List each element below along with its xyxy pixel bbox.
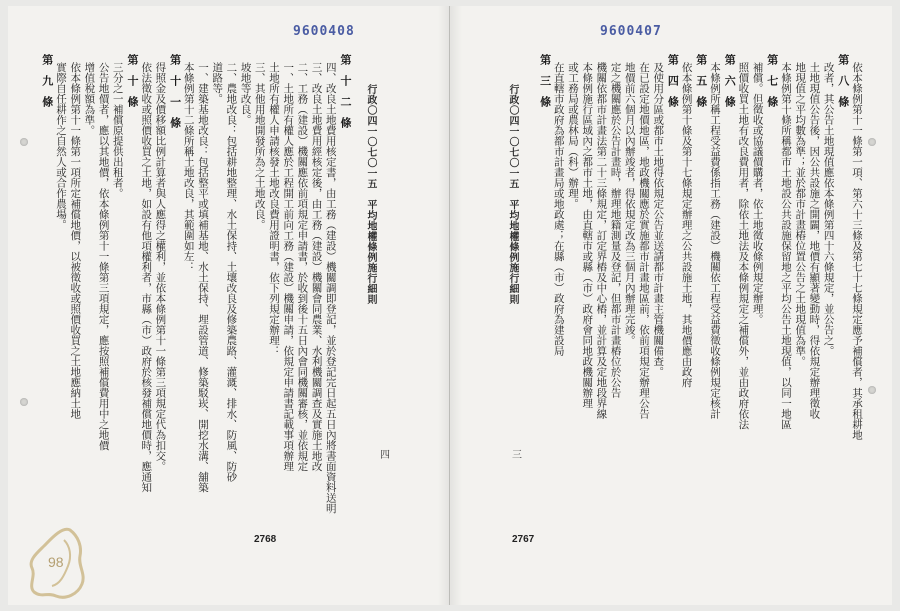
text-column: 在直轄市政府為都市計畫局或地政處；在縣（市）政府為建設局 (552, 62, 565, 356)
text-column: 地價前六個月以內辦竣者，得依規定改為三個月內辦理完竣。 (623, 62, 636, 346)
left-page (8, 6, 450, 605)
stamp-label: 98 (48, 554, 64, 570)
left-sheet-number: 2768 (254, 534, 277, 545)
text-column: 在已設定地價地區，地政機關應於實施都市計畫地區前，依前項規定辦理公告 (638, 62, 650, 419)
right-page (450, 6, 892, 605)
right-sheet-number: 2767 (512, 534, 535, 545)
text-column: 三分之一補償原提供出租者。 (111, 62, 124, 199)
article-heading: 第十條 (126, 54, 139, 117)
article-heading: 第十二條 (339, 54, 352, 138)
text-column: 本條例所稱工程受益費係指工務（建設）機關依工程受益費徵收條例規定核計 (709, 62, 721, 419)
article-heading: 第五條 (694, 54, 708, 117)
text-column: 及使用分區或都市土地得依規定公告並送請都市計畫主管機關備查。 (652, 62, 665, 377)
text-column: 一、建築基地改良：包括整平或填補基地、水土保持、埋設管道、修築駁崁、開挖水溝、舖築 (197, 62, 209, 493)
text-column: 補償。但徵收或協議價購者，依土地徵收條例規定辦理。 (751, 62, 764, 325)
text-column: 公告地價者，應以其地價，依本條例第十一條第三項規定，應按照補償費用中之地價 (97, 62, 110, 451)
punch-hole (20, 398, 28, 406)
text-column: 二、農地改良：包括耕地整理、水土保持、土壤改良及修築農路、灌溉、排水、防風、防砂 (225, 62, 238, 482)
text-column: 或工務局或農林局（科）辦理。 (567, 62, 579, 209)
text-column: 改者，其公告土地現值應依本條例第四十六條規定，並公告之。 (822, 62, 835, 356)
document-spread (8, 6, 892, 605)
text-column: 依本條例第十一條第一項、第六十三條及第七十七條規定應予補償者，其承租耕地 (851, 62, 863, 440)
text-column: 本條例第十條所稱都市土地設公共設施保留地之平均公告土地現值，以同一地區 (780, 62, 792, 430)
left-page-number: 四 (380, 450, 390, 461)
article-heading: 第九條 (40, 54, 54, 117)
text-column: 增值稅額為準。 (83, 62, 96, 136)
text-column: 本條例第十二條所稱土地改良，其範圍如左： (182, 62, 195, 272)
text-column: 地現值之平均數為準；並於都市計畫樁位置公告之土地現值為準。 (794, 62, 807, 367)
text-column: 四、改良土地費用核定書，由工務（建設）機關調即登記，並於登記完日起五日內將書面資料送明 (324, 62, 337, 514)
left-serial-number: 9600408 (293, 24, 355, 39)
article-heading: 第八條 (836, 54, 850, 117)
text-column: 道路等。 (211, 62, 224, 104)
text-column: 本條例施行區域內之都市土地，由直轄市或縣（市）政府會同地政機關辦理 (581, 62, 594, 409)
punch-hole (20, 138, 28, 146)
article-heading: 第六條 (723, 54, 737, 117)
text-column: 一、土地所有權人應於工程開工前向工務（建設）機關申請，依規定申請書記載事項辦理 (282, 62, 295, 472)
article-heading: 第七條 (765, 54, 779, 117)
article-heading: 第三條 (538, 54, 552, 117)
text-column: 三、改良土地費用經核定後，由工務（建設）機關會同農業、水利機關調查及實施土地改 (310, 62, 323, 472)
article-heading: 第十一條 (168, 54, 182, 138)
text-column: 二、工務（建設）機關應依前項規定申請書，於收到後十五日內會同機關審核，並依規定 (296, 62, 309, 472)
text-column: 機關依都市計畫法第二十三條規定，訂定界樁及中心樁，並計算及定地段界線 (595, 62, 608, 419)
text-column: 坡地等改良。 (239, 62, 252, 125)
text-column: 依本條例第十一條第一項所定補償地價，以被徵收或照價收買之土地應納土地 (69, 62, 82, 419)
text-column: 定之機關應於公告計畫時，辦理地籍測量及登記，但都市計畫樁位於公告 (609, 62, 622, 398)
text-column: 依本條例第十條及第十七條規定辦理之公共設施土地，其地價應由政府 (680, 62, 693, 388)
right-page-number: 三 (512, 450, 522, 461)
punch-hole (868, 138, 876, 146)
text-column: 土地現值公告後，因公共設施之開闢，地價有顯著變動時，得依規定辦理徵收 (808, 62, 821, 419)
text-column: 照價收買土地有改良費用者，除依土地法及本條例規定之補償外，並由政府依法 (737, 62, 750, 430)
text-column: 實際自任耕作之自然人或合作農場。 (55, 62, 67, 230)
left-running-head: 行政〇四一〇七〇一五 平均地權條例施行細則 (365, 84, 376, 305)
text-column: 依法徵收或照價收買之土地，如設有他項權利者，市縣（市）政府於核發補償地價時，應通知 (140, 62, 153, 493)
text-column: 土地所有權人申請核發土地改良費用證明書，依下列規定辦理： (268, 62, 280, 356)
text-column: 三、其他用地開發所為之土地改良。 (253, 62, 266, 230)
right-running-head: 行政〇四一〇七〇一五 平均地權條例施行細則 (507, 84, 518, 305)
text-column: 得照金及價移額比例計算者與人應得之權利，並依本條例第十一條第三項規定代為扣交。 (154, 62, 167, 472)
punch-hole (868, 386, 876, 394)
right-serial-number: 9600407 (600, 24, 662, 39)
article-heading: 第四條 (666, 54, 680, 117)
